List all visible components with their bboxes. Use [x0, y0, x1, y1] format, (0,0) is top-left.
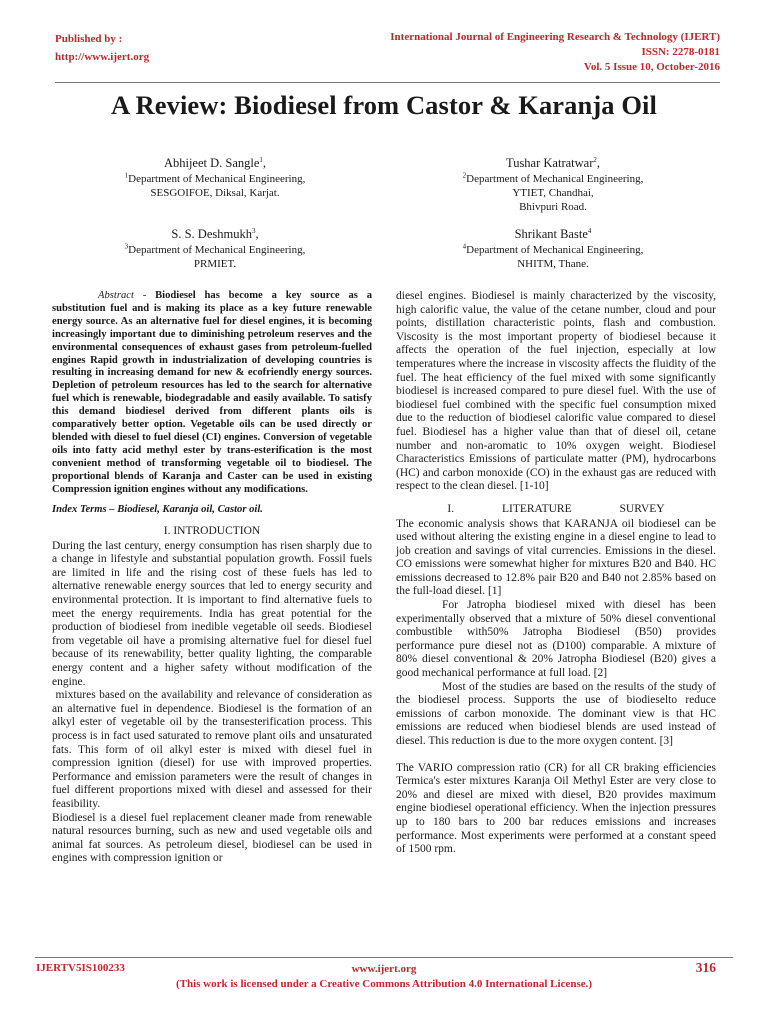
- affil-sup: 1: [124, 171, 129, 180]
- header-divider: [55, 82, 720, 83]
- author-name: Abhijeet D. Sangle: [163, 156, 260, 170]
- published-by: Published by :: [55, 33, 123, 45]
- abstract: [52, 290, 372, 497]
- paragraph: diesel engines. Biodiesel is mainly characterized by the viscosity, high calorific value, the value of the cetane number, cloud and pour points, distillation characteristic points, flash and combustion. Viscosity is the most important property of biodiesel because it affects the operation of the fuel injection, especially at low temperatures where the increase in viscosity affects the fluidity of the fuel. The heat efficiency of the fuel mixed with some significantly biodiesel is increased compared to pure diesel fuel. With the use of biodiesel fuel combined with the specific fuel consumption mixed due to the reduction of biodiesel calorific value compared to diesel fuel. Biodiesel has a higher value than that of diesel oil, cetane number and non-aromatic to 10% oxygen weight. Biodiesel Characteristics Emissions of particulate matter (PM), hydrocarbons (HC) and carbon monoxide (CO) in the exhaust gas are reduced with respect to the clean diesel. [1-10]: [396, 290, 716, 493]
- affil-sup: 4: [462, 242, 467, 251]
- author-block-3: S. S. Deshmukh$^3$, $^3$Department of Mechanical Engineering, PRMIET.: [100, 225, 330, 271]
- right-column: [396, 290, 716, 857]
- section-heading-introduction: I. INTRODUCTION: [163, 525, 261, 538]
- author-name: Tushar Katratwar: [506, 156, 594, 170]
- author-block-4: [438, 225, 668, 271]
- affil-sup: 3: [124, 242, 129, 251]
- left-column: [52, 290, 375, 866]
- footer-divider: [35, 957, 733, 958]
- paragraph: The VARIO compression ratio (CR) for all CR braking efficiencies Termica's ester mixtures Karanja Oil Methyl Ester are very close to 20% and diesel are mixed with diesel, B20 provides maximum engine biodiesel operational efficiency. When the injection pressures up to 180 bars to 200 bar reduces emissions and increases performance. Most experiments were performed at a constant speed of 1500 rpm.: [396, 761, 716, 856]
- author-name: S. S. Deshmukh: [171, 227, 252, 241]
- issn: ISSN: 2278-0181: [641, 46, 720, 58]
- author-affiliation-2: YTIET, Chandhai,: [512, 187, 594, 199]
- license-notice: (This work is licensed under a Creative Commons Attribution 4.0 International License.): [175, 978, 593, 990]
- header-left: [55, 30, 149, 66]
- author-affiliation-2: SESGOIFOE, Diksal, Karjat.: [150, 187, 280, 199]
- author-affiliation: Department of Mechanical Engineering,: [466, 244, 644, 256]
- volume-issue: Vol. 5 Issue 10, October-2016: [583, 61, 720, 73]
- paragraph: The economic analysis shows that KARANJA oil biodiesel can be used without altering the existing engine in a diesel engine to lead to job creation and savings of vital currencies. Emissions in the diesel. CO emissions were somewhat higher for mixtures B20 and B40. HC emissions decreased to 12.8% pair B20 and B40 not 2.85% based on the full-load diesel. [1]: [396, 517, 716, 598]
- journal-url-link[interactable]: http://www.ijert.org: [55, 51, 150, 63]
- journal-name: International Journal of Engineering Research & Technology (IJERT): [390, 31, 720, 43]
- author-block-1: Abhijeet D. Sangle$^1$, $^1$Department of Mechanical Engineering, SESGOIFOE, Diksal, Karjat.: [100, 154, 330, 200]
- paragraph: For Jatropha biodiesel mixed with diesel has been experimentally observed that a mixture of 50% diesel conventional combustible with50% Jatropha Biodiesel (B50) provides performance pure diesel not as (D100) comparable. A mixture of 80% diesel conventional & 20% Jatropha Biodiesel (B20) gives a good mechanical performance at full load. [2]: [396, 599, 716, 680]
- paper-id: IJERTV5IS100233: [36, 962, 125, 974]
- author-sup: 2: [593, 155, 597, 164]
- author-affiliation: Department of Mechanical Engineering,: [128, 173, 306, 185]
- author-block-2: Tushar Katratwar$^2$, $^2$Department of Mechanical Engineering, YTIET, Chandhai, Bhivpuri Road.: [438, 154, 668, 214]
- author-affiliation: Department of Mechanical Engineering,: [128, 244, 306, 256]
- author-affiliation-3: Bhivpuri Road.: [519, 201, 587, 213]
- footer-center: [0, 962, 768, 992]
- author-affiliation: Department of Mechanical Engineering,: [466, 173, 644, 185]
- page-number: 316: [695, 960, 716, 975]
- author-name: Shrikant Baste: [514, 227, 588, 241]
- paragraph: mixtures based on the availability and relevance of consideration as an alternative fuel in dependence. Biodiesel is the formation of an alkyl ester of vegetable oil by the transesterification process. This process is in fact used saturated to remove plant oils and unsaturated fats. This form of oil alkyl ester is mixed with diesel fuel in compression ignition (diesel) for use with improved properties. Performance and emission parameters were the result of changes in fuel different proportions mixed with diesel and assessed for their feasibility.: [52, 689, 375, 810]
- paper-title: A Review: Biodiesel from Castor & Karanja Oil: [111, 90, 657, 120]
- author-affiliation-2: NHITM, Thane.: [517, 258, 589, 270]
- paragraph: Biodiesel is a diesel fuel replacement cleaner made from renewable natural resources burning, such as new and used vegetable oils and animal fat sources. As petroleum diesel, biodiesel can be used in engines with compression ignition or: [52, 811, 372, 865]
- paragraph: During the last century, energy consumption has risen sharply due to a change in lifestyle and substantial population growth. Fossil fuels are limited in life and the rising cost of these fuels has led to alternative renewable energy sources that led to energy security and environmental protection. It is important to find alternative fuels to meet the energy requirements. India has great potential for the production of biodiesel from inedible vegetable oil seeds. Biodiesel from vegetable oil have a promising alternative fuel for diesel fuel because of its renewability, better quality lighting, the comparable energy content and a higher safety without modification of the engine.: [52, 539, 372, 688]
- author-sup: 4: [587, 226, 592, 235]
- index-terms: Index Terms – Biodiesel, Karanja oil, Castor oil.: [52, 503, 263, 515]
- paragraph: Most of the studies are based on the results of the study of the biodiesel process. Supports the use of biodieselto reduce emissions of carbon monoxide. The dominant view is that HC emissions are reduced when biodiesel blends are used instead of diesel. This reduction is due to the more oxygen content. [3]: [396, 680, 716, 747]
- header-right: [390, 30, 720, 75]
- footer-url-link[interactable]: www.ijert.org: [351, 963, 417, 975]
- author-sup: 3: [251, 226, 256, 235]
- abstract-label: Abstract -: [98, 290, 147, 301]
- section-heading-literature-survey: I. LITERATURE SURVEY: [447, 502, 665, 515]
- abstract-text: Biodiesel has become a key source as a substitution fuel and is making its place as a key future renewable energy source. As an alternative fuel for diesel engines, it is becoming increasingly important due to diminishing petroleum reserves and the environmental consequences of exhaust gases from petroleum-fuelled engines Rapid growth in industrialization of developing countries is resulting in increasing demand for new & ecofriendly energy sources. Depletion of petroleum resources has led to the search for alternative fuel which is renewable, biodegradable and easily available. To satisfy this demand biodiesel derived from different plants oils is comparatively better option. Vegetable oils can be used directly or blended with diesel to fuel diesel (CI) engines. Conversion of vegetable oils into fatty acid methyl ester by trans-esterification is the most convenient method of transforming vegetable oil to biodiesel. The proportional blends of Karanja and Caster can be used in existing Compression ignition engines without any modifications.: [52, 290, 372, 495]
- affil-sup: 2: [462, 171, 467, 180]
- author-sup: 1: [259, 155, 263, 164]
- author-affiliation-2: PRMIET.: [193, 258, 237, 270]
